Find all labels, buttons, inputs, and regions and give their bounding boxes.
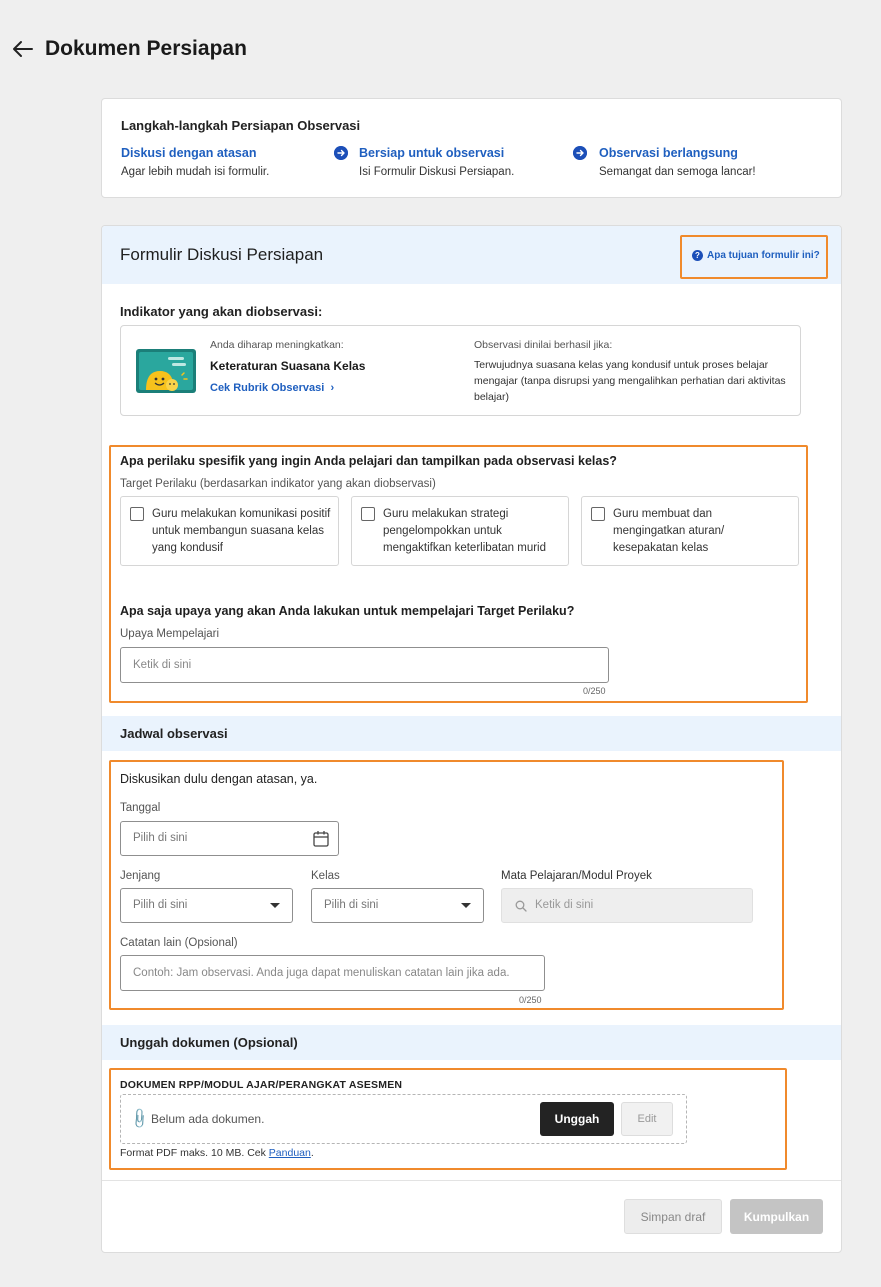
behavior-option-3-label: Guru membuat dan mengingatkan aturan/ kesepakatan kelas	[613, 508, 725, 554]
caret-down-icon	[461, 903, 471, 908]
form-card	[101, 225, 842, 1253]
save-draft-button[interactable]: Simpan draf	[624, 1199, 722, 1234]
mapel-label: Mata Pelajaran/Modul Proyek	[501, 870, 652, 882]
behavior-option-2-label: Guru melakukan strategi pengelompokkan untuk mengaktifkan keterlibatan murid	[383, 508, 546, 554]
jenjang-value: Pilih di sini	[133, 899, 188, 911]
effort-question: Apa saja upaya yang akan Anda lakukan untuk mempelajari Target Perilaku?	[120, 604, 575, 618]
target-behavior-label: Target Perilaku (berdasarkan indikator yang akan diobservasi)	[120, 478, 436, 490]
form-title: Formulir Diskusi Persiapan	[120, 245, 324, 264]
search-icon	[515, 900, 527, 912]
help-link-label: Apa tujuan formulir ini?	[707, 250, 820, 261]
indicator-box	[120, 325, 801, 416]
help-highlight	[680, 235, 828, 279]
rubrik-link-label: Cek Rubrik Observasi	[210, 382, 325, 394]
step-1	[121, 145, 269, 180]
schedule-note: Diskusikan dulu dengan atasan, ya.	[120, 772, 318, 786]
upload-empty-text: Belum ada dokumen.	[151, 1112, 265, 1126]
upload-hint	[120, 1147, 314, 1159]
schedule-band	[102, 716, 841, 751]
rubrik-link[interactable]	[210, 382, 334, 394]
submit-button[interactable]: Kumpulkan	[730, 1199, 823, 1234]
kelas-value: Pilih di sini	[324, 899, 379, 911]
jenjang-label: Jenjang	[120, 870, 161, 882]
notes-label: Catatan lain (Opsional)	[120, 937, 238, 949]
upload-band	[102, 1025, 841, 1060]
date-label: Tanggal	[120, 802, 161, 814]
notes-input[interactable]	[120, 955, 545, 991]
paperclip-icon: 📎	[128, 1106, 152, 1130]
step-2	[359, 145, 514, 180]
panduan-link[interactable]: Panduan	[268, 1147, 311, 1159]
caret-down-icon	[270, 903, 280, 908]
calendar-icon	[313, 830, 329, 847]
footer-divider	[102, 1180, 841, 1181]
chevron-right-icon: ›	[327, 382, 335, 394]
mapel-input[interactable]	[501, 888, 753, 923]
behavior-option-1[interactable]	[120, 496, 339, 566]
kelas-select[interactable]	[311, 888, 484, 923]
kelas-label: Kelas	[311, 870, 340, 882]
behavior-option-1-label: Guru melakukan komunikasi positif untuk membangun suasana kelas yang kondusif	[152, 508, 331, 554]
checkbox[interactable]	[591, 507, 605, 521]
steps-card	[101, 98, 842, 198]
classroom-illustration-icon	[136, 349, 196, 393]
step-1-title[interactable]: Diskusi dengan atasan	[121, 146, 257, 160]
date-picker[interactable]	[120, 821, 339, 856]
step-2-title[interactable]: Bersiap untuk observasi	[359, 146, 505, 160]
effort-label: Upaya Mempelajari	[120, 628, 220, 640]
back-arrow-icon[interactable]	[10, 36, 36, 62]
checkbox[interactable]	[130, 507, 144, 521]
indicator-section-label: Indikator yang akan diobservasi:	[120, 304, 323, 319]
mapel-placeholder: Ketik di sini	[535, 899, 594, 911]
step-1-desc: Agar lebih mudah isi formulir.	[121, 166, 270, 178]
behavior-question: Apa perilaku spesifik yang ingin Anda pelajari dan tampilkan pada observasi kelas?	[120, 454, 617, 468]
step-2-desc: Isi Formulir Diskusi Persiapan.	[359, 166, 515, 178]
success-label: Observasi dinilai berhasil jika:	[474, 339, 613, 351]
upload-hint-end: .	[310, 1147, 314, 1159]
indicator-name: Keteraturan Suasana Kelas	[210, 359, 366, 373]
behavior-option-3[interactable]	[581, 496, 799, 566]
date-placeholder: Pilih di sini	[133, 832, 188, 844]
step-3-desc: Semangat dan semoga lancar!	[599, 166, 756, 178]
effort-counter: 0/250	[583, 686, 606, 696]
step-3	[599, 145, 756, 180]
checkbox[interactable]	[361, 507, 375, 521]
question-icon: ?	[692, 250, 703, 261]
jenjang-select[interactable]	[120, 888, 293, 923]
improve-label: Anda diharap meningkatkan:	[210, 339, 344, 351]
upload-dropzone[interactable]	[120, 1094, 687, 1144]
behavior-option-2[interactable]	[351, 496, 569, 566]
page-title: Dokumen Persiapan	[45, 37, 247, 60]
form-header	[102, 226, 841, 284]
upload-button[interactable]: Unggah	[540, 1102, 614, 1136]
effort-input[interactable]	[120, 647, 609, 683]
steps-title: Langkah-langkah Persiapan Observasi	[121, 118, 361, 133]
success-criteria: Terwujudnya suasana kelas yang kondusif untuk proses belajar mengajar (tanpa disrupsi yang mengalihkan perhatian dari aktivitas belajar)	[474, 359, 786, 403]
step-3-title[interactable]: Observasi berlangsung	[599, 146, 738, 160]
schedule-title: Jadwal observasi	[120, 726, 228, 741]
notes-counter: 0/250	[519, 995, 542, 1005]
arrow-right-circle-icon	[573, 146, 587, 160]
help-link[interactable]	[692, 250, 820, 261]
doc-label: DOKUMEN RPP/MODUL AJAR/PERANGKAT ASESMEN	[120, 1079, 403, 1091]
upload-hint-text: Format PDF maks. 10 MB. Cek	[120, 1147, 266, 1159]
edit-button[interactable]: Edit	[621, 1102, 673, 1136]
upload-title: Unggah dokumen (Opsional)	[120, 1035, 298, 1050]
arrow-right-circle-icon	[334, 146, 348, 160]
